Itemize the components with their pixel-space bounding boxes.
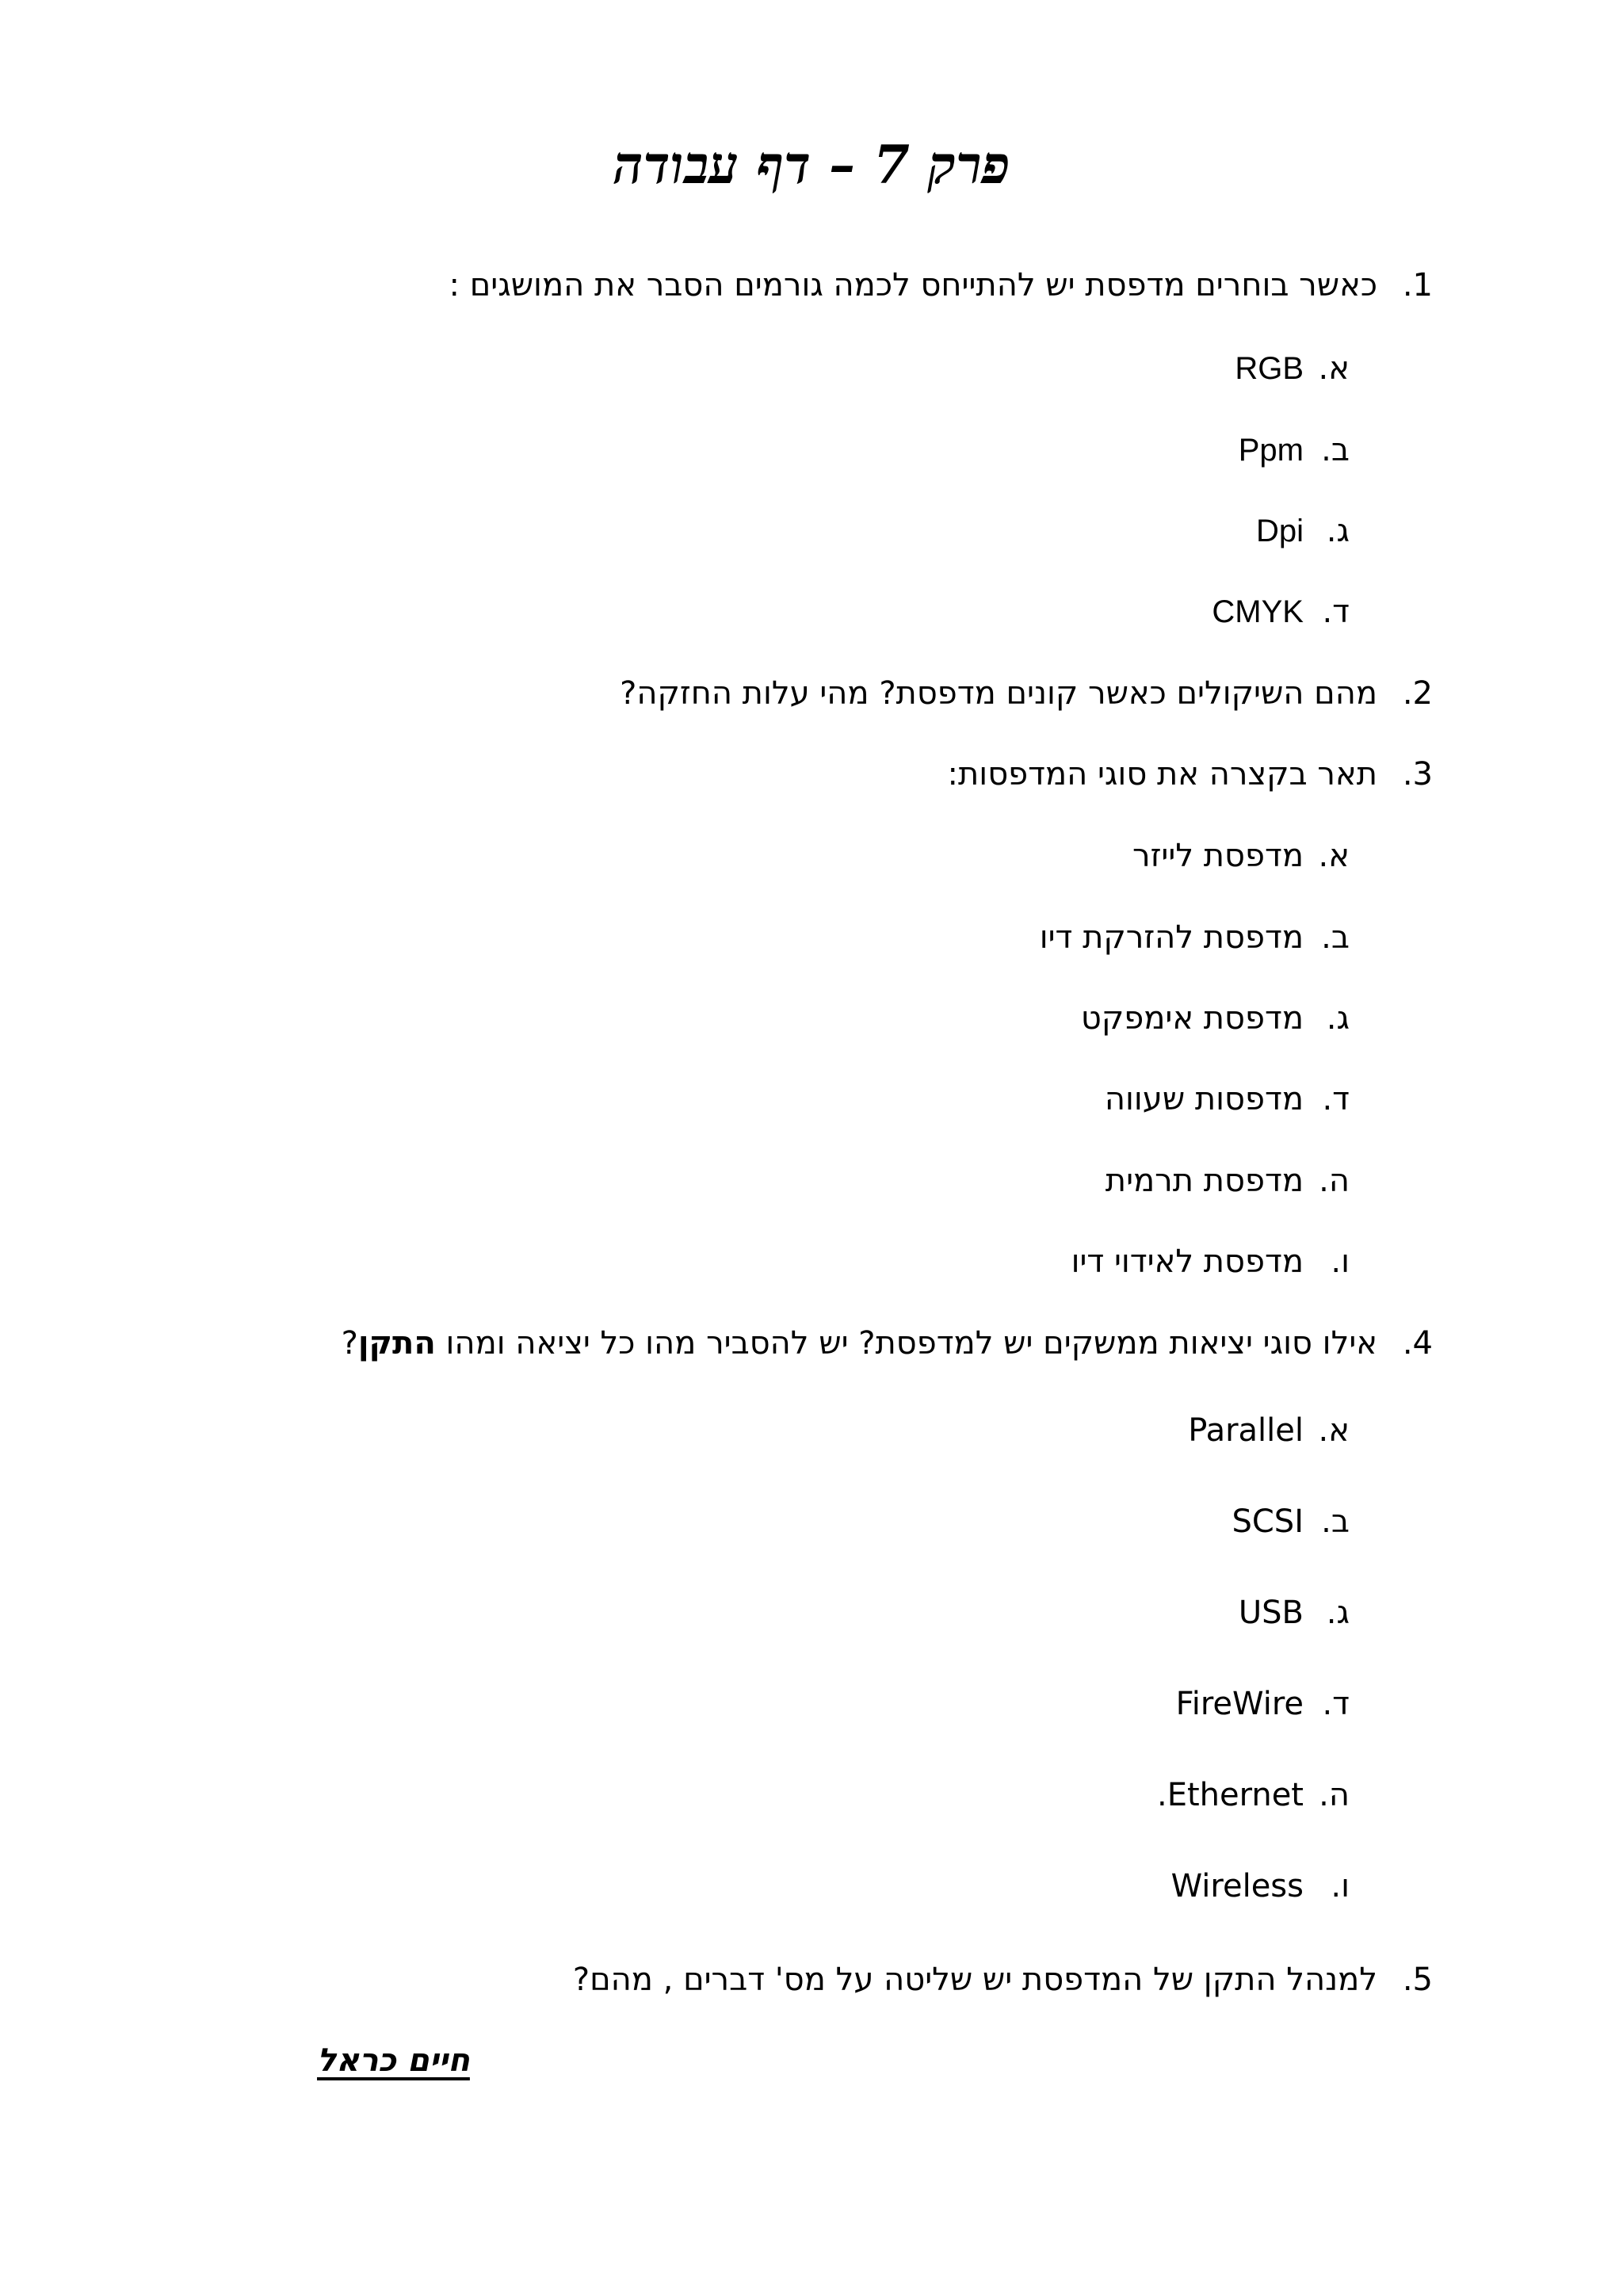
option-item	[1212, 596, 1350, 628]
option-letter: ג.	[1326, 513, 1350, 549]
question-3	[947, 756, 1433, 793]
option-letter: ד.	[1322, 1081, 1350, 1117]
option-text: Ethernet.	[1156, 1777, 1304, 1813]
option-item	[1071, 1246, 1350, 1278]
option-text: Dpi	[1255, 514, 1304, 548]
question-number: 3.	[1402, 756, 1433, 793]
option-item	[1105, 1083, 1350, 1115]
option-letter: א.	[1318, 350, 1350, 387]
question-bold-term: התקן	[357, 1325, 436, 1362]
option-text: מדפסת לייזר	[1132, 838, 1304, 874]
option-text: Ppm	[1238, 433, 1304, 468]
option-item	[1080, 1000, 1350, 1037]
question-text: אילו סוגי יציאות ממשקים יש למדפסת? יש להסביר מהו כל יציאה ומהו	[445, 1325, 1377, 1362]
question-text: תאר בקצרה את סוגי המדפסות:	[947, 756, 1377, 793]
option-text: CMYK	[1212, 594, 1304, 629]
option-item	[1132, 840, 1350, 872]
option-item	[1232, 1503, 1350, 1540]
option-item	[1188, 1412, 1350, 1449]
option-letter: ו.	[1331, 1244, 1350, 1280]
question-number: 1.	[1402, 267, 1433, 304]
option-letter: ה.	[1319, 1163, 1350, 1199]
option-item	[1239, 434, 1350, 466]
option-letter: ד.	[1322, 594, 1350, 630]
option-item	[1239, 1597, 1350, 1629]
question-number: 2.	[1402, 675, 1433, 712]
option-letter: ג.	[1326, 1000, 1350, 1037]
option-item	[1235, 350, 1350, 387]
page-title: פרק 7 – דף עבודה	[613, 134, 1010, 196]
option-text: מדפסת לאידוי דיו	[1071, 1244, 1304, 1280]
option-text: Parallel	[1188, 1412, 1304, 1449]
option-item	[1256, 515, 1350, 547]
option-letter: ו.	[1331, 1868, 1350, 1904]
question-5	[573, 1964, 1433, 1996]
question-number: 5.	[1402, 1962, 1433, 1998]
option-letter: א.	[1318, 838, 1350, 874]
option-letter: א.	[1318, 1412, 1350, 1449]
question-text: למנהל התקן של המדפסת יש שליטה על מס' דברים , מהם?	[572, 1962, 1377, 1998]
option-item	[1171, 1870, 1350, 1902]
option-letter: ד.	[1322, 1686, 1350, 1722]
option-text: USB	[1238, 1595, 1304, 1631]
author-signature: חיים כראל	[317, 2042, 470, 2079]
option-item	[1106, 1165, 1350, 1197]
option-letter: ב.	[1321, 919, 1350, 956]
question-text: כאשר בוחרים מדפסת יש להתייחס לכמה גורמים הסבר את המושגים :	[449, 267, 1377, 304]
question-4	[341, 1325, 1433, 1362]
option-letter: ב.	[1321, 1503, 1350, 1540]
option-text: מדפסת תרמית	[1105, 1163, 1304, 1199]
option-item	[1039, 919, 1350, 956]
option-letter: ג.	[1326, 1595, 1350, 1631]
question-number: 4.	[1402, 1325, 1433, 1362]
option-text: SCSI	[1232, 1503, 1304, 1540]
option-text: מדפסות שעווה	[1104, 1081, 1304, 1117]
option-text: מדפסת להזרקת דיו	[1039, 919, 1304, 956]
question-2	[620, 675, 1433, 712]
option-text: Wireless	[1170, 1868, 1304, 1904]
option-item	[1176, 1688, 1350, 1720]
option-text: FireWire	[1175, 1686, 1304, 1722]
question-end: ?	[341, 1325, 358, 1362]
option-letter: ב.	[1321, 432, 1350, 468]
option-letter: ה.	[1319, 1777, 1350, 1813]
option-text: מדפסת אימפקט	[1080, 1000, 1304, 1037]
question-1	[449, 267, 1433, 304]
option-text: RGB	[1235, 351, 1304, 386]
question-text: מהם השיקולים כאשר קונים מדפסת? מהי עלות החזקה?	[620, 675, 1377, 712]
option-item	[1157, 1779, 1350, 1811]
